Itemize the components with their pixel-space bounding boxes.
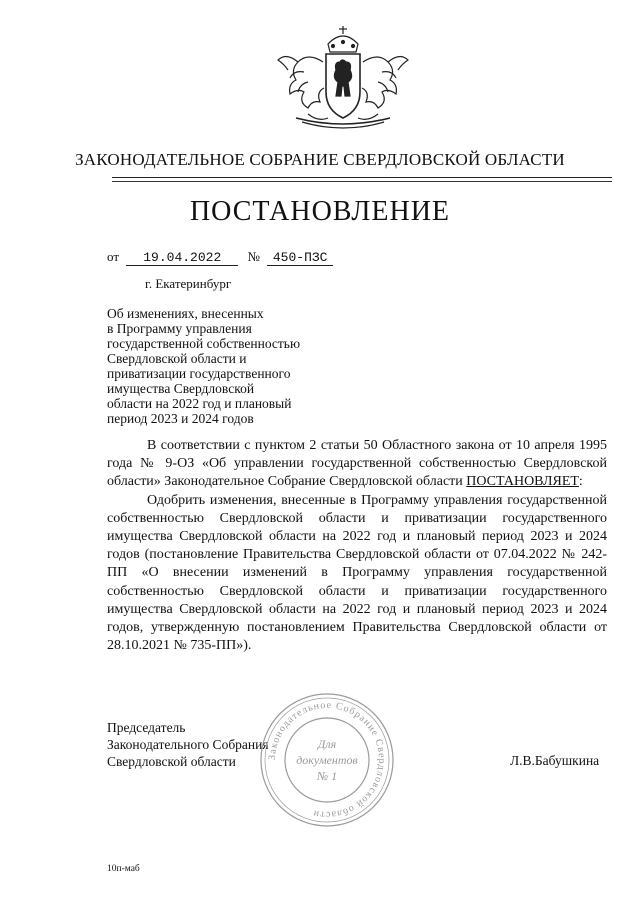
organization-name: ЗАКОНОДАТЕЛЬНОЕ СОБРАНИЕ СВЕРДЛОВСКОЙ ОБЛАСТИ <box>75 150 565 169</box>
document-number: 450-ПЗС <box>267 250 333 266</box>
signatory-position-line: Свердловской области <box>107 754 236 769</box>
date-number-line <box>107 249 333 266</box>
signatory-position-line: Председатель <box>107 720 186 735</box>
decree-word: ПОСТАНОВЛЯЕТ <box>466 474 579 490</box>
signatory-position-line: Законодательного Собрания <box>107 737 269 752</box>
document-subject <box>107 306 347 426</box>
signatory-position <box>107 719 269 770</box>
subject-line: имущества Свердловской <box>107 381 255 396</box>
subject-line: Об изменениях, внесенных <box>107 306 264 321</box>
seal-center-line: документов <box>296 753 358 767</box>
subject-line: в Программу управления <box>107 321 252 336</box>
city: г. Екатеринбург <box>145 276 232 291</box>
coat-of-arms-emblem <box>268 22 418 134</box>
date-prefix: от <box>107 249 120 264</box>
subject-line: период 2023 и 2024 годов <box>107 411 254 426</box>
header-rule-thin <box>112 181 612 182</box>
document-date: 19.04.2022 <box>126 250 238 266</box>
official-seal-stamp <box>257 690 397 830</box>
seal-center-line: Для <box>317 737 337 751</box>
subject-line: Свердловской области и <box>107 351 247 366</box>
footer-code: 10п-маб <box>107 864 140 874</box>
document-title: ПОСТАНОВЛЕНИЕ <box>189 196 451 227</box>
subject-line: приватизации государственного <box>107 366 291 381</box>
seal-ring-text: Законодательное Собрание Свердловской области <box>266 699 388 821</box>
document-body <box>107 437 607 655</box>
preamble-paragraph <box>107 437 607 492</box>
resolution-paragraph: Одобрить изменения, внесенные в Программу управления государственной собственностью Свердловской области и приватизации государственного имущества Свердловской области на 2022 год и плановый период 2023 и 2024 годов (постановление Правительства Свердловской области от 07.04.2022 № 242-ПП «О внесении изменений в Программу управления государственной собственностью Свердловской области и приватизации государственного имущества Свердловской области на 2022 год и плановый период 2023 и 2024 годов, утвержденную постановлением Правительства Свердловской области от 28.10.2021 № 735-ПП»). <box>107 492 607 654</box>
decree-colon: : <box>578 474 583 490</box>
subject-line: области на 2022 год и плановый <box>107 396 292 411</box>
number-prefix: № <box>247 249 260 264</box>
header-rule-thick <box>112 177 612 178</box>
seal-center-line: № 1 <box>316 769 338 783</box>
preamble-text: В соответствии с пунктом 2 статьи 50 Областного закона от 10 апреля 1995 года № 9-ОЗ «Об управлении государственной собственностью Свердловской области» Законодательное Собрание Свердловской области <box>107 438 607 490</box>
signatory-name: Л.В.Бабушкина <box>510 753 600 768</box>
subject-line: государственной собственностью <box>107 336 301 351</box>
